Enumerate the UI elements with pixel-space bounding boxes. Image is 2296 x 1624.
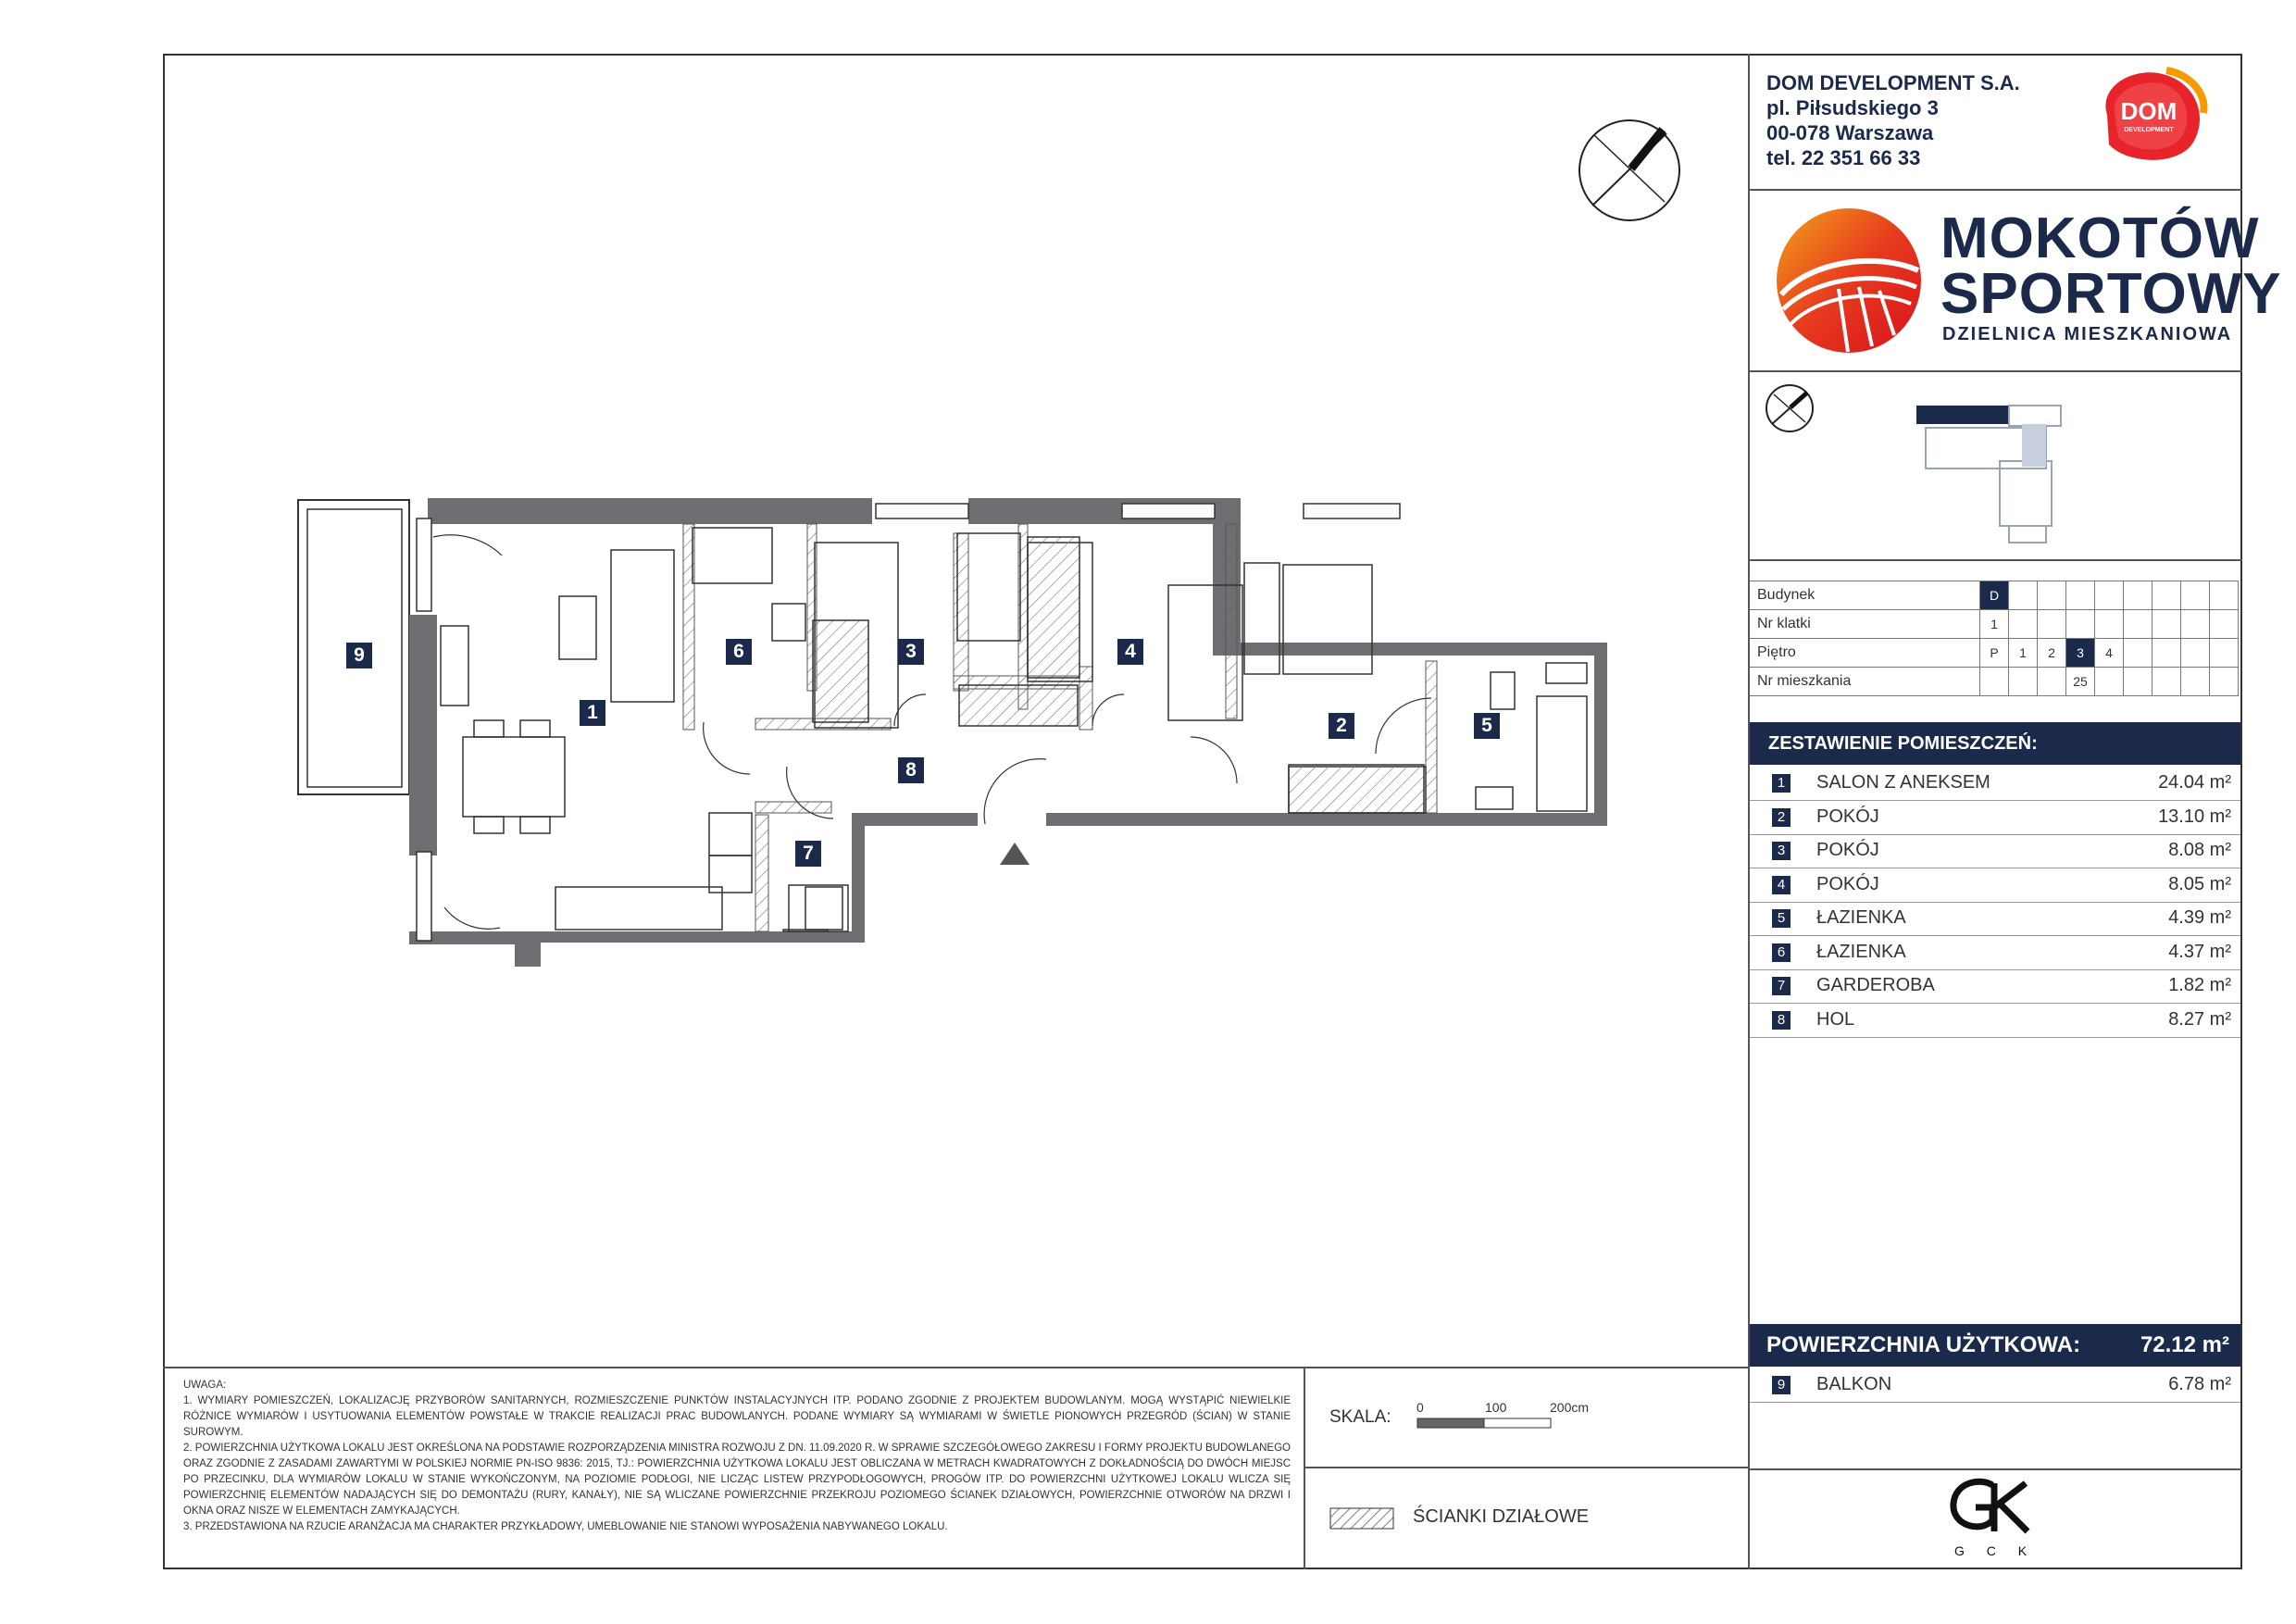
project-title-line2: SPORTOWY [1940, 262, 2282, 326]
divider-legend [1304, 1467, 1750, 1468]
company-city: 00-078 Warszawa [1766, 121, 1934, 144]
room-number: 6 [1772, 943, 1791, 962]
windows [417, 504, 1400, 941]
room-number: 8 [1772, 1011, 1791, 1030]
scale-tick-0: 0 [1416, 1400, 1424, 1415]
room-row [1750, 902, 2240, 936]
info-cell: 2 [2038, 639, 2066, 668]
info-cell [2210, 639, 2239, 668]
info-row [1750, 610, 2239, 639]
scale-bar [1416, 1417, 1554, 1430]
divider-brand [1748, 370, 2242, 372]
room-name: POKÓJ [1816, 806, 1879, 827]
room-row [1750, 1004, 2240, 1038]
info-cell [2152, 668, 2181, 696]
room-number: 4 [1772, 876, 1791, 894]
info-cell [2009, 610, 2038, 639]
plan-label-room-2: 2 [1329, 713, 1354, 739]
north-compass-icon [1576, 117, 1683, 224]
room-name: POKÓJ [1816, 840, 1879, 860]
info-cell [2009, 581, 2038, 610]
info-row-label: Nr klatki [1750, 610, 1980, 639]
divider-notes [163, 1367, 1750, 1368]
dom-logo-subtext: DEVELOPMENT [2124, 127, 2174, 133]
info-row [1750, 639, 2239, 668]
info-cell [2124, 668, 2152, 696]
info-row-label: Nr mieszkania [1750, 668, 1980, 696]
info-cell: D [1980, 581, 2009, 610]
room-name: SALON Z ANEKSEM [1816, 772, 1990, 793]
info-cell [2181, 581, 2210, 610]
room-number: 3 [1772, 842, 1791, 860]
gck-letters: G C K [1953, 1543, 2037, 1558]
balcony-number: 9 [1772, 1376, 1791, 1394]
plan-label-room-6: 6 [726, 639, 752, 665]
plan-label-room-4: 4 [1117, 639, 1143, 665]
plan-label-room-8: 8 [898, 757, 924, 783]
project-title [1940, 206, 2282, 326]
room-row [1750, 969, 2240, 1004]
project-subtitle: DZIELNICA MIESZKANIOWA [1942, 324, 2233, 344]
info-cell [2038, 610, 2066, 639]
info-cell: 4 [2095, 639, 2124, 668]
room-area: 8.08 m² [2168, 840, 2231, 860]
divider-keyplan [1748, 559, 2242, 561]
scale-tick-100: 100 [1485, 1400, 1507, 1415]
info-cell [2124, 581, 2152, 610]
dom-logo-text: DOM [2120, 97, 2177, 125]
scale-label: SKALA: [1329, 1407, 1391, 1427]
info-cell [2038, 668, 2066, 696]
room-area: 4.39 m² [2168, 907, 2231, 928]
info-cell [2009, 668, 2038, 696]
info-cell: 25 [2066, 668, 2095, 696]
plan-label-room-1: 1 [580, 700, 605, 726]
doors [433, 535, 1431, 930]
room-number: 7 [1772, 977, 1791, 995]
info-cell [2210, 610, 2239, 639]
plan-label-room-5: 5 [1474, 713, 1500, 739]
company-street: pl. Piłsudskiego 3 [1766, 96, 1939, 119]
info-cell [1980, 668, 2009, 696]
room-name: HOL [1816, 1008, 1855, 1030]
info-row-label: Piętro [1750, 639, 1980, 668]
info-cell: 3 [2066, 639, 2095, 668]
room-area: 13.10 m² [2158, 806, 2231, 827]
room-area: 4.37 m² [2168, 941, 2231, 962]
info-cell [2095, 610, 2124, 639]
info-cell [2124, 639, 2152, 668]
info-cell [2152, 610, 2181, 639]
info-cell [2095, 668, 2124, 696]
room-number: 5 [1772, 909, 1791, 928]
partition-wall-legend-icon [1329, 1507, 1396, 1531]
balcony-name: BALKON [1816, 1374, 1892, 1394]
info-cell [2152, 639, 2181, 668]
plan-label-room-7: 7 [795, 841, 821, 867]
info-cell [2038, 581, 2066, 610]
company-name: DOM DEVELOPMENT S.A. [1766, 71, 2020, 94]
info-cell [2066, 610, 2095, 639]
note-item: 3. PRZEDSTAWIONA NA RZUCIE ARANŻACJA MA CHARAKTER PRZYKŁADOWY, UMEBLOWANIE NIE STANOWI WYPOSAŻENIA NABYWANEGO LOKALU. [183, 1521, 948, 1532]
notes-heading: UWAGA: [183, 1380, 227, 1391]
divider-company [1748, 189, 2242, 191]
info-cell [2095, 581, 2124, 610]
info-cell: 1 [2009, 639, 2038, 668]
plan-label-room-3: 3 [898, 639, 924, 665]
mokotow-sportowy-logo [1774, 206, 1924, 356]
furniture [441, 528, 1587, 931]
info-cell [2181, 610, 2210, 639]
compass-small-icon [1765, 383, 1815, 433]
company-phone: tel. 22 351 66 33 [1766, 146, 1921, 169]
info-cell [2152, 581, 2181, 610]
rooms-header-text: ZESTAWIENIE POMIESZCZEŃ: [1768, 733, 2038, 754]
room-name: ŁAZIENKA [1816, 907, 1906, 928]
company-address [1766, 70, 2020, 170]
divider-architect [1748, 1468, 2242, 1470]
room-number: 1 [1772, 774, 1791, 793]
info-cell [2210, 581, 2239, 610]
room-row [1750, 801, 2240, 835]
entrance-arrow-icon [1000, 843, 1029, 865]
plan-label-balcony-9: 9 [346, 643, 372, 668]
legend-label: ŚCIANKI DZIAŁOWE [1413, 1506, 1590, 1527]
total-area-value: 72.12 m² [2140, 1332, 2229, 1357]
room-area: 24.04 m² [2158, 772, 2231, 793]
room-area: 8.05 m² [2168, 873, 2231, 894]
project-title-line1: MOKOTÓW [1940, 206, 2260, 270]
floor-plan [278, 481, 1629, 981]
balcony-row [1750, 1368, 2240, 1403]
info-cell: P [1980, 639, 2009, 668]
info-cell [2124, 610, 2152, 639]
info-row [1750, 581, 2239, 610]
room-number: 2 [1772, 808, 1791, 827]
room-name: ŁAZIENKA [1816, 941, 1906, 962]
note-item: 1. WYMIARY POMIESZCZEŃ, LOKALIZACJĘ PRZYBORÓW SANITARNYCH, ROZMIESZCZENIE PUNKTÓW INSTALACYJNYCH ITP. PODANO ZGODNIE Z PROJEKTEM BUDOWLANYM. MOGĄ WYSTĄPIĆ NIEWIELKIE RÓŻNICE WYMIARÓW I USYTUOWANIA ELEMENTÓW POWSTAŁE W TRAKCIE REALIZACJI PRAC BUDOWLANYCH. PODANE WYMIARY SĄ WYMIARAMI W ŚWIETLE PIONOWYCH PRZEGRÓD (ŚCIAN) W STANIE SUROWYM. [183, 1395, 1291, 1438]
note-item: 2. POWIERZCHNIA UŻYTKOWA LOKALU JEST OKREŚLONA NA PODSTAWIE ROZPORZĄDZENIA MINISTRA ROZWOJU Z DN. 11.09.2020 R. W SPRAWIE SZCZEGÓŁOWEGO ZAKRESU I FORMY PROJEKTU BUDOWLANEGO ORAZ ZGODNIE Z ZASADAMI ZAWARTYMI W POLSKIEJ NORMIE PN-ISO 9836: 2015, TJ.: POWIERZCHNIA UŻYTKOWA LOKALU JEST OBLICZANA W METRACH KWADRATOWYCH Z DOKŁADNOŚCIĄ DO DWÓCH MIEJSC PO PRZECINKU, DLA WYMIARÓW LOKALU W STANIE WYKOŃCZONYM, NA POZIOMIE PODŁOGI, NIE LICZĄC LISTEW PRZYPODŁOGOWYCH, PROGÓW ITP. DO POWIERZCHNI UŻYTKOWEJ LOKALU WLICZA SIĘ POWIERZCHNIĘ ELEMENTÓW NADAJĄCYCH SIĘ DO DEMONTAŻU (RURY, KANAŁY), NIE SĄ WLICZANE POWIERZCHNIE PRZEKROJU POZIOMEGO ŚCIANEK DZIAŁOWYCH, POWIERZCHNIE OTWORÓW NA DRZWI I OKNA ORAZ NISZE W ELEMENTACH ZAMYKAJĄCYCH. [183, 1443, 1291, 1517]
dom-development-logo [2089, 67, 2209, 163]
info-row-label: Budynek [1750, 581, 1980, 610]
info-cell [2210, 668, 2239, 696]
balcony-area: 6.78 m² [2168, 1374, 2231, 1394]
room-area: 8.27 m² [2168, 1008, 2231, 1030]
building-key-plan [1907, 396, 2083, 554]
scale-tick-200: 200cm [1550, 1400, 1590, 1415]
total-area-bar [1750, 1324, 2240, 1367]
gck-architect-logo [1944, 1478, 2046, 1561]
rooms-header [1750, 722, 2240, 765]
info-cell [2066, 581, 2095, 610]
room-row [1750, 936, 2240, 970]
info-row [1750, 668, 2239, 696]
info-cell [2181, 668, 2210, 696]
info-cell: 1 [1980, 610, 2009, 639]
notes-block [183, 1378, 1291, 1535]
room-name: POKÓJ [1816, 873, 1879, 894]
room-row [1750, 868, 2240, 903]
room-area: 1.82 m² [2168, 975, 2231, 995]
total-area-label: POWIERZCHNIA UŻYTKOWA: [1766, 1332, 2081, 1357]
room-row [1750, 834, 2240, 868]
room-row [1750, 767, 2240, 801]
apartment-info-table [1750, 581, 2239, 696]
room-name: GARDEROBA [1816, 975, 1935, 995]
info-cell [2181, 639, 2210, 668]
